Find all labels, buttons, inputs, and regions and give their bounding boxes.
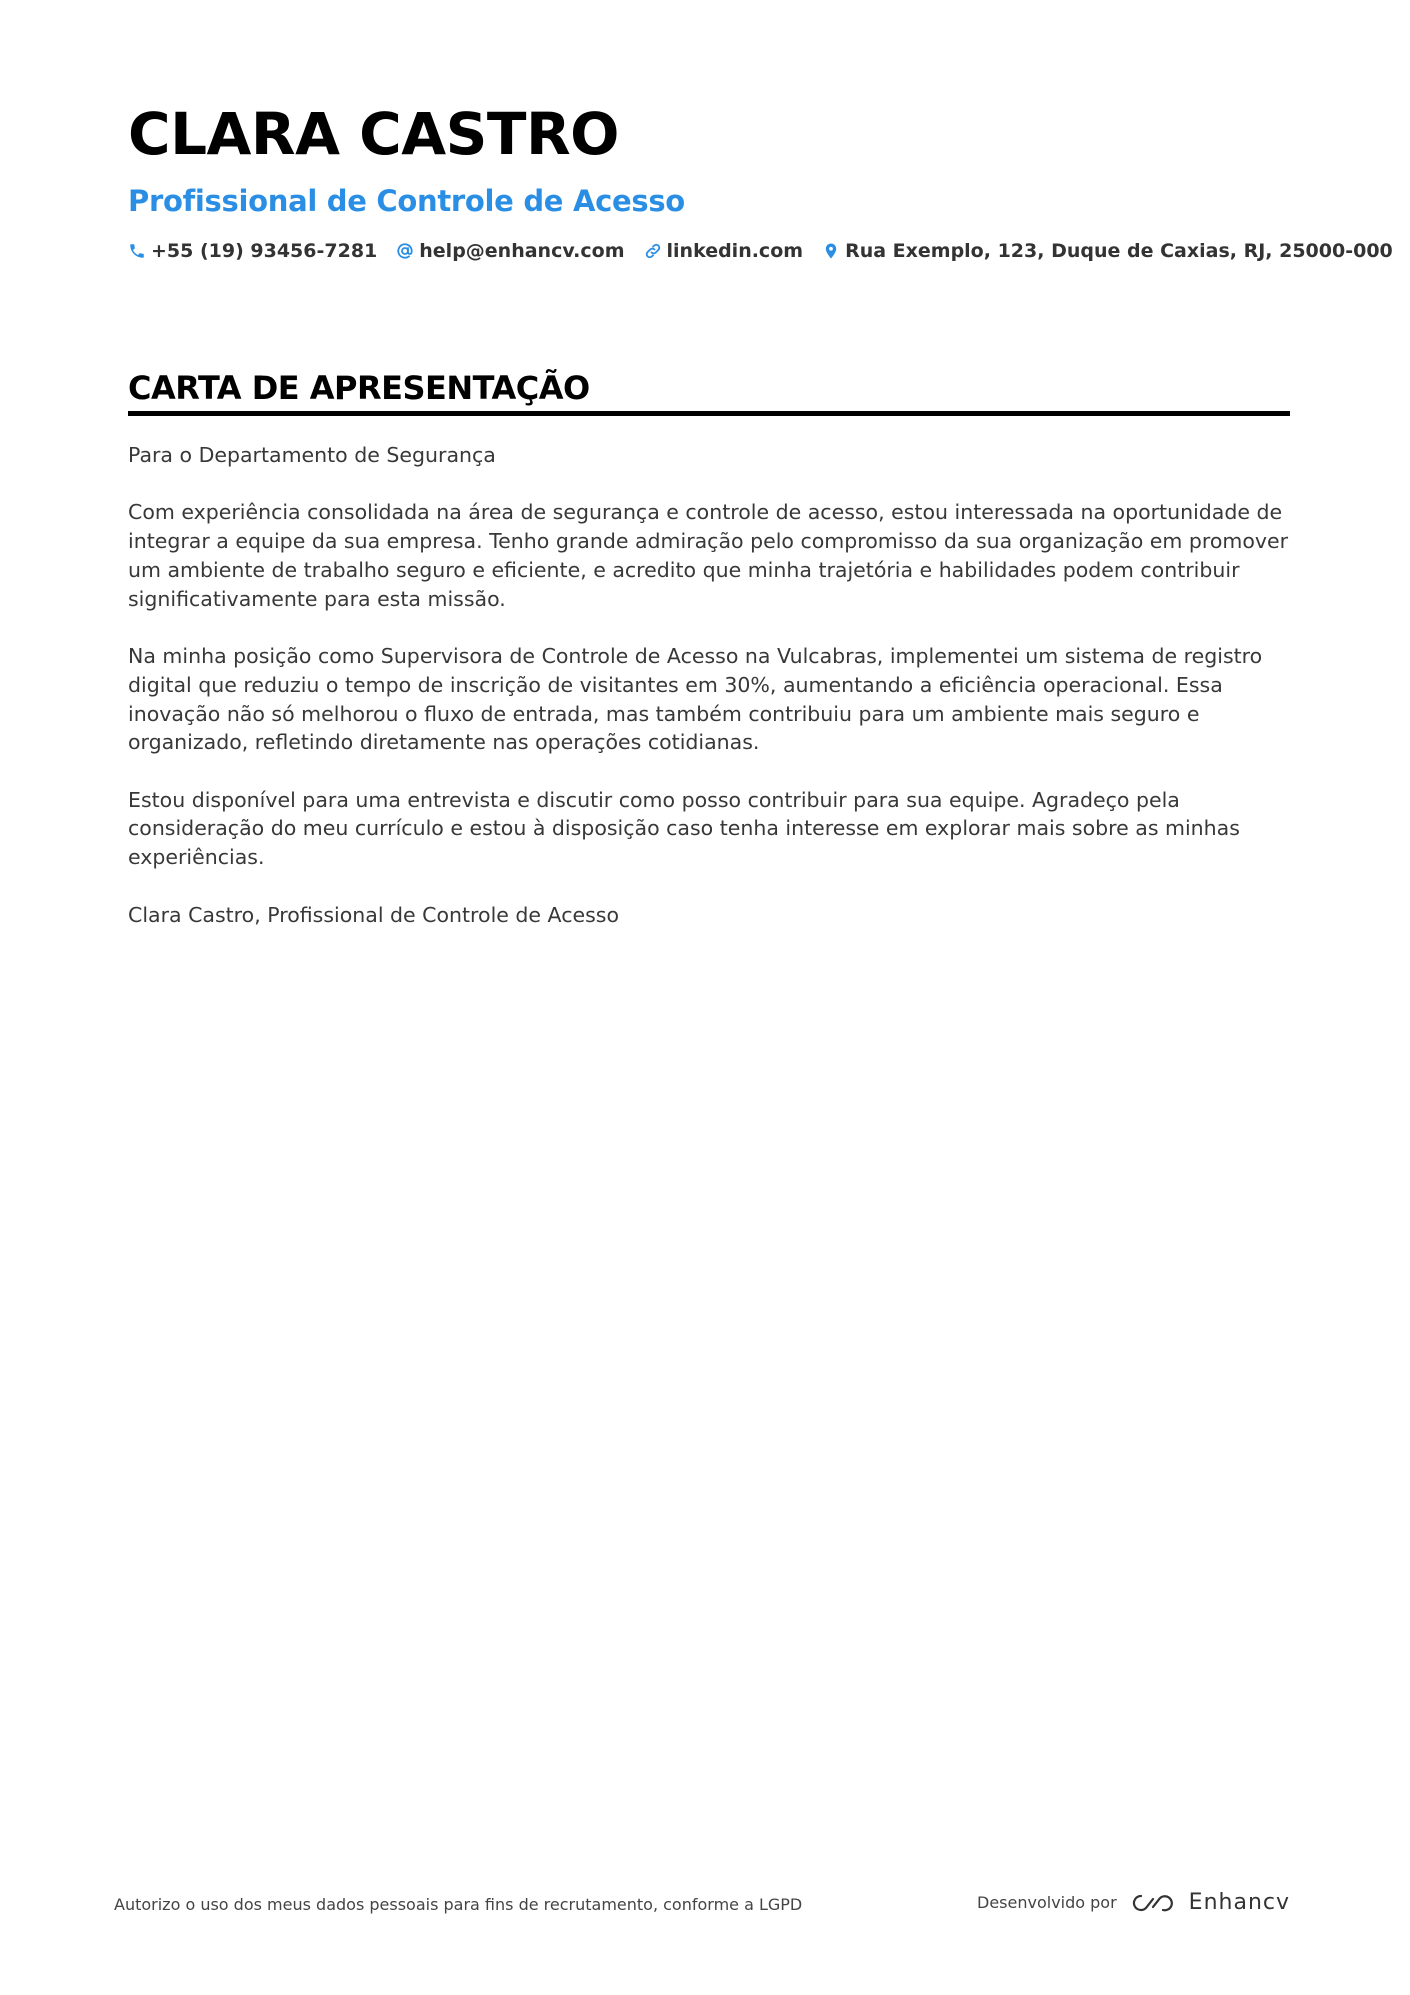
candidate-name: CLARA CASTRO <box>128 100 619 168</box>
powered-by-label: Desenvolvido por <box>977 1893 1117 1912</box>
candidate-headline: Profissional de Controle de Acesso <box>128 184 685 218</box>
map-pin-icon <box>822 242 840 260</box>
at-sign-icon <box>396 242 414 260</box>
email-link[interactable]: help@enhancv.com <box>419 240 625 262</box>
phone-text[interactable]: +55 (19) 93456-7281 <box>151 240 378 262</box>
consent-note: Autorizo o uso dos meus dados pessoais para fins de recrutamento, conforme a LGPD <box>114 1895 803 1914</box>
letter-paragraph: Na minha posição como Supervisora de Controle de Acesso na Vulcabras, implementei um sistema de registro digital que reduziu o tempo de inscrição de visitantes em 30%, aumentando a eficiência operacional. Essa inovação não só melhorou o fluxo de entrada, mas também contribuiu para um ambiente mais seguro e organizado, refletindo diretamente nas operações cotidianas. <box>128 643 1263 755</box>
brand-name: Enhancv <box>1188 1890 1290 1915</box>
contact-linkedin <box>644 240 804 262</box>
letter-paragraph: Estou disponível para uma entrevista e discutir como posso contribuir para sua equipe. Agradeço pela consideração do meu currículo e estou à disposição caso tenha interesse em explorar mais sobre as minhas experiências. <box>128 787 1240 870</box>
letter-greeting: Para o Departamento de Segurança <box>128 443 496 467</box>
contact-address <box>822 240 1393 262</box>
contact-phone <box>128 240 377 262</box>
letter-body <box>128 441 1290 958</box>
address-text: Rua Exemplo, 123, Duque de Caxias, RJ, 25000-000 <box>845 240 1393 262</box>
enhancv-logo-icon <box>1129 1891 1175 1915</box>
powered-by[interactable] <box>977 1890 1290 1915</box>
letter-paragraph: Com experiência consolidada na área de segurança e controle de acesso, estou interessada na oportunidade de integrar a equipe da sua empresa. Tenho grande admiração pelo compromisso da sua organização em promover um ambiente de trabalho seguro e eficiente, e acredito que minha trajetória e habilidades podem contribuir significativamente para esta missão. <box>128 500 1289 611</box>
link-icon <box>644 242 662 260</box>
section-title: CARTA DE APRESENTAÇÃO <box>128 369 1290 416</box>
linkedin-link[interactable]: linkedin.com <box>666 240 804 262</box>
contact-bar <box>128 240 1393 262</box>
phone-icon <box>128 242 146 260</box>
contact-email <box>396 240 624 262</box>
cover-letter-page <box>128 100 1393 927</box>
letter-signature: Clara Castro, Profissional de Controle de Acesso <box>128 902 619 927</box>
